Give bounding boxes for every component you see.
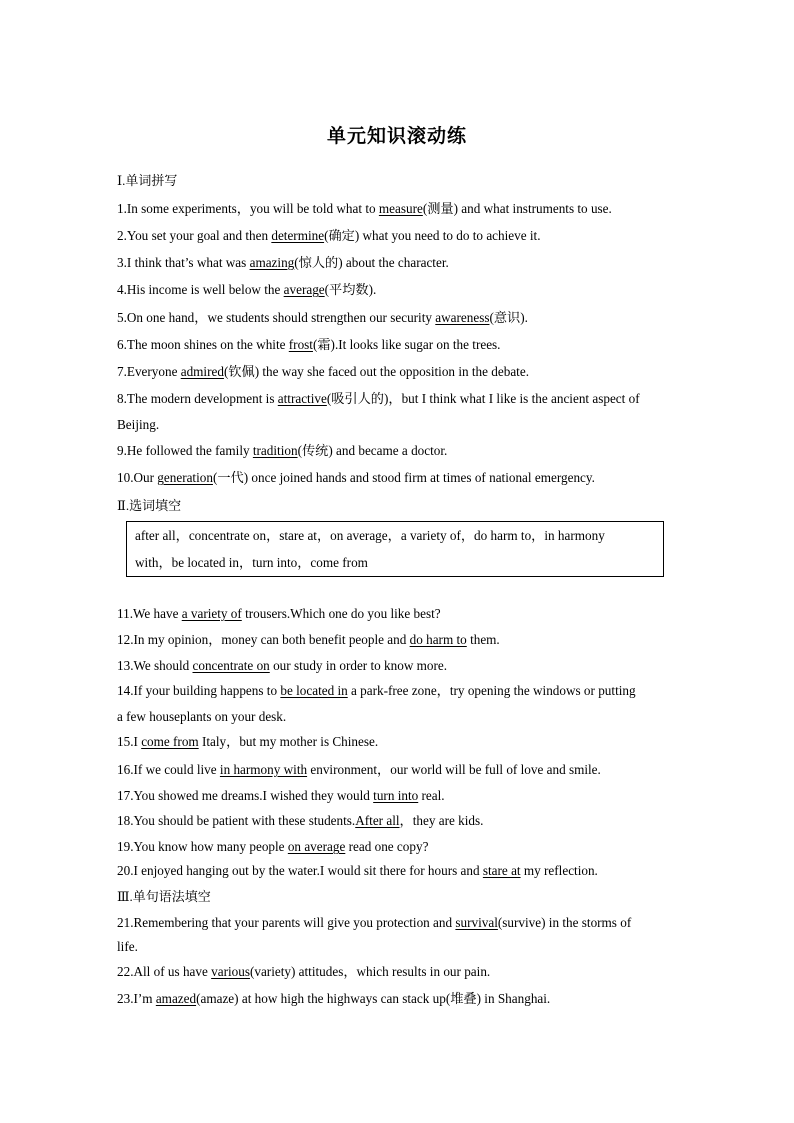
section-3-heading: Ⅲ.单句语法填空 bbox=[117, 889, 211, 904]
answer-1: measure bbox=[378, 201, 423, 216]
answer-19: on average bbox=[287, 839, 346, 854]
question-12: 12.In my opinion，money can both benefit people and do harm to them. bbox=[117, 632, 500, 647]
question-19: 19.You know how many people on average read one copy? bbox=[117, 839, 429, 854]
answer-12: do harm to bbox=[409, 632, 467, 647]
answer-17: turn into bbox=[373, 788, 419, 803]
answer-15: come from bbox=[141, 734, 199, 749]
answer-13: concentrate on bbox=[192, 658, 270, 673]
question-11: 11.We have a variety of trousers.Which one do you like best? bbox=[117, 606, 441, 621]
answer-14: be located in bbox=[280, 683, 348, 698]
question-22: 22.All of us have various(variety) attitudes，which results in our pain. bbox=[117, 964, 491, 979]
answer-22: various bbox=[211, 964, 250, 979]
question-4: 4.His income is well below the average(平均数). bbox=[117, 282, 377, 297]
answer-4: average bbox=[283, 282, 325, 297]
answer-10: generation bbox=[157, 470, 213, 485]
question-6: 6.The moon shines on the white frost(霜).It looks like sugar on the trees. bbox=[117, 337, 501, 352]
question-1: 1.In some experiments，you will be told what to measure(测量) and what instruments to use. bbox=[117, 201, 612, 216]
question-18: 18.You should be patient with these students.After all，they are kids. bbox=[117, 813, 484, 828]
question-8: 8.The modern development is attractive(吸引人的)，but I think what I like is the ancient aspect of bbox=[117, 391, 640, 406]
question-21-continued: life. bbox=[117, 939, 138, 954]
question-2: 2.You set your goal and then determine(确定) what you need to do to achieve it. bbox=[117, 228, 541, 243]
section-1-heading: Ⅰ.单词拼写 bbox=[117, 173, 178, 188]
section-2-heading: Ⅱ.选词填空 bbox=[117, 498, 182, 513]
question-13: 13.We should concentrate on our study in order to know more. bbox=[117, 658, 448, 673]
question-16: 16.If we could live in harmony with environment，our world will be full of love and smile. bbox=[117, 762, 601, 777]
question-21: 21.Remembering that your parents will give you protection and survival(survive) in the storms of bbox=[117, 915, 632, 930]
answer-23: amazed bbox=[155, 991, 197, 1006]
word-bank-line-2: with，be located in，turn into，come from bbox=[135, 555, 368, 570]
answer-7: admired bbox=[180, 364, 224, 379]
question-15: 15.I come from Italy，but my mother is Chinese. bbox=[117, 734, 379, 749]
answer-20: stare at bbox=[482, 863, 521, 878]
answer-21: survival bbox=[455, 915, 498, 930]
answer-8: attractive bbox=[277, 391, 327, 406]
question-23: 23.I’m amazed(amaze) at how high the highways can stack up(堆叠) in Shanghai. bbox=[117, 991, 551, 1006]
answer-16: in harmony with bbox=[219, 762, 308, 777]
answer-11: a variety of bbox=[181, 606, 242, 621]
word-bank-box bbox=[126, 521, 664, 577]
question-8-continued: Beijing. bbox=[117, 417, 160, 432]
answer-6: frost bbox=[288, 337, 313, 352]
answer-5: awareness bbox=[435, 310, 490, 325]
question-14: 14.If your building happens to be located in a park-free zone，try opening the windows or putting bbox=[117, 683, 636, 698]
question-17: 17.You showed me dreams.I wished they would turn into real. bbox=[117, 788, 445, 803]
answer-3: amazing bbox=[249, 255, 295, 270]
question-10: 10.Our generation(一代) once joined hands and stood firm at times of national emergency. bbox=[117, 470, 595, 485]
answer-9: tradition bbox=[252, 443, 298, 458]
question-7: 7.Everyone admired(钦佩) the way she faced out the opposition in the debate. bbox=[117, 364, 529, 379]
answer-2: determine bbox=[271, 228, 325, 243]
question-3: 3.I think that’s what was amazing(惊人的) about the character. bbox=[117, 255, 449, 270]
question-9: 9.He followed the family tradition(传统) and became a doctor. bbox=[117, 443, 448, 458]
question-14-continued: a few houseplants on your desk. bbox=[117, 709, 287, 724]
word-bank-line-1: after all，concentrate on，stare at，on average，a variety of，do harm to，in harmony bbox=[135, 528, 605, 543]
answer-18: After all bbox=[355, 813, 400, 828]
page-title: 单元知识滚动练 bbox=[326, 125, 467, 147]
question-5: 5.On one hand，we students should strengthen our security awareness(意识). bbox=[117, 310, 528, 325]
question-20: 20.I enjoyed hanging out by the water.I would sit there for hours and stare at my reflection. bbox=[117, 863, 598, 878]
